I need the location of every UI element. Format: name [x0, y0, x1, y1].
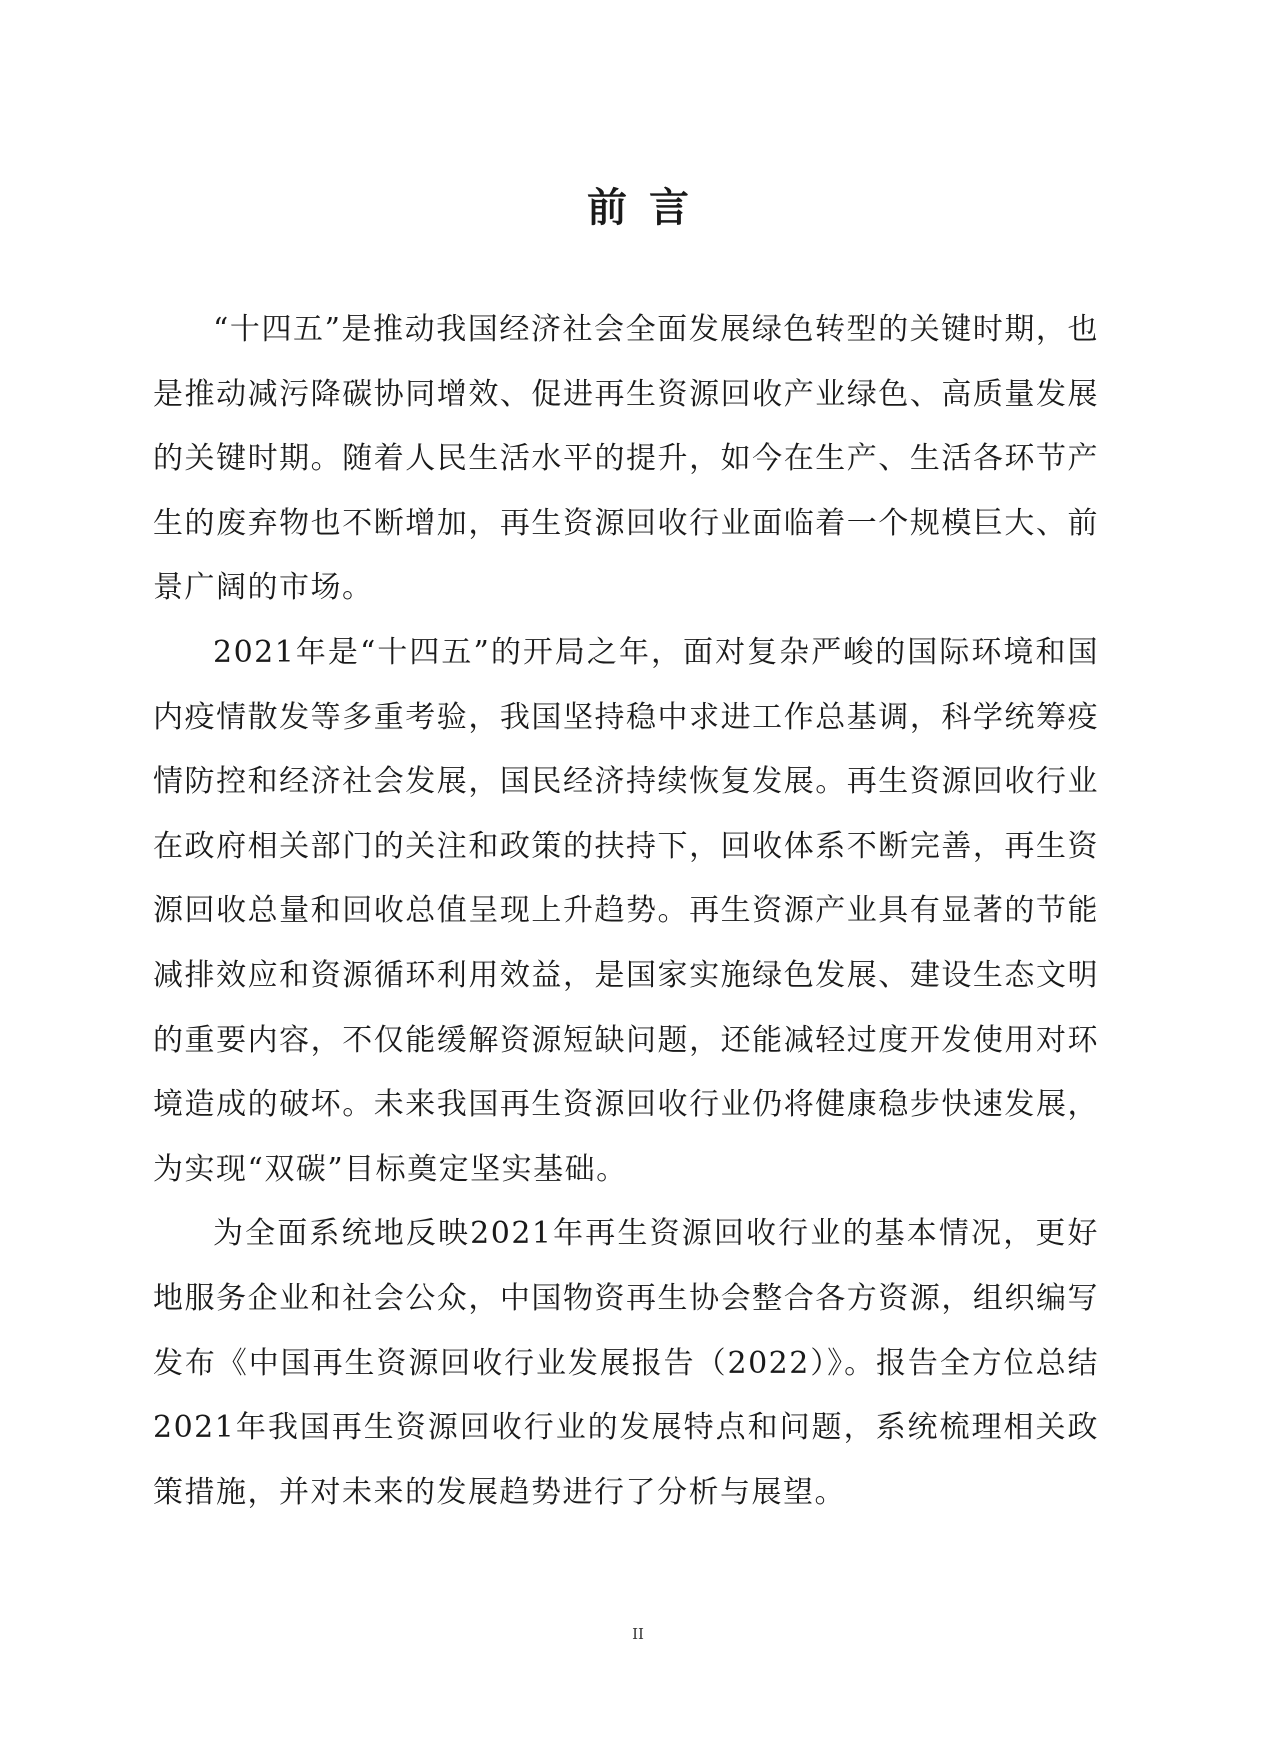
page-number: II: [632, 1625, 644, 1643]
paragraph-3: 为全面系统地反映2021年再生资源回收行业的基本情况，更好地服务企业和社会公众，中国物资再生协会整合各方资源，组织编写发布《中国再生资源回收行业发展报告（2022）》。报告全方位总结2021年我国再生资源回收行业的发展特点和问题，系统梳理相关政策措施，并对未来的发展趋势进行了分析与展望。: [153, 1216, 1099, 1510]
paragraph-1: “十四五”是推动我国经济社会全面发展绿色转型的关键时期，也是推动减污降碳协同增效、促进再生资源回收产业绿色、高质量发展的关键时期。随着人民生活水平的提升，如今在生产、生活各环节产生的废弃物也不断增加，再生资源回收行业面临着一个规模巨大、前景广阔的市场。: [153, 312, 1099, 606]
paragraph-2: 2021年是“十四五”的开局之年，面对复杂严峻的国际环境和国内疫情散发等多重考验，我国坚持稳中求进工作总基调，科学统筹疫情防控和经济社会发展，国民经济持续恢复发展。再生资源回收行业在政府相关部门的关注和政策的扶持下，回收体系不断完善，再生资源回收总量和回收总值呈现上升趋势。再生资源产业具有显著的节能减排效应和资源循环利用效益，是国家实施绿色发展、建设生态文明的重要内容，不仅能缓解资源短缺问题，还能减轻过度开发使用对环境造成的破坏。未来我国再生资源回收行业仍将健康稳步快速发展，为实现“双碳”目标奠定坚实基础。: [153, 634, 1099, 1187]
page-title: 前言: [587, 185, 711, 231]
preface-body: [153, 298, 1099, 1525]
